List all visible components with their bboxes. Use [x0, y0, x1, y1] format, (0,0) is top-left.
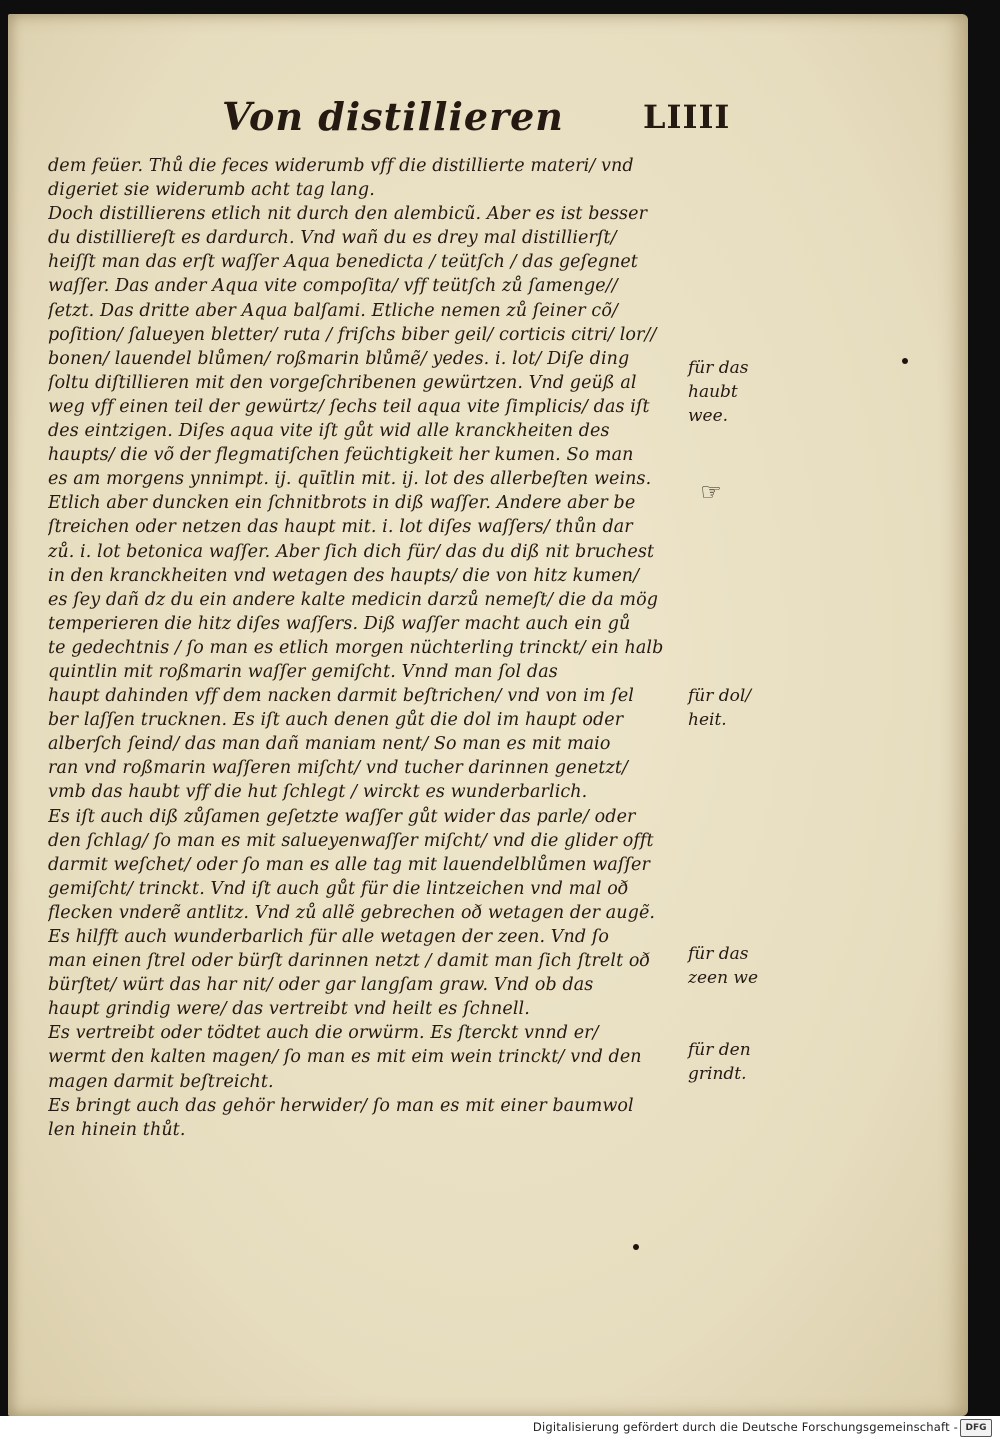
- text-line: poſition/ ſalueyen bletter/ ruta / friſchs biber geil/ corticis citri/ lor//: [48, 324, 657, 345]
- text-line: ſetzt. Das dritte aber Aqua balſami. Etliche nemen zů ſeiner cõ/: [48, 300, 618, 321]
- dfg-logo: DFG: [960, 1419, 992, 1437]
- text-line: vmb das haubt vff die hut ſchlegt / wirckt es wunderbarlich.: [48, 782, 588, 803]
- book-page: [8, 14, 968, 1416]
- text-line: zů. i. lot betonica waſſer. Aber ſich dich für/ das du diß nit bruchest: [48, 541, 655, 562]
- text-line: len hinein thůt.: [48, 1119, 186, 1140]
- text-line: bonen/ lauendel blůmen/ roßmarin blůmẽ/ yedes. i. lot/ Diſe ding: [48, 348, 630, 369]
- body-text: [48, 154, 684, 1142]
- ink-speck: [633, 1244, 639, 1250]
- text-line: quintlin mit roßmarin waſſer gemiſcht. Vnnd man ſol das: [48, 661, 558, 682]
- text-line: haupt grindig were/ das vertreibt vnd heilt es ſchnell.: [48, 999, 530, 1020]
- text-line: digeriet sie widerumb acht tag lang.: [48, 180, 375, 201]
- margin-note: [688, 356, 778, 428]
- folio-number: LIIII: [643, 98, 731, 136]
- text-line: Es vertreibt oder tödtet auch die orwürm. Es ſterckt vnnd er/: [48, 1023, 599, 1044]
- text-line: Doch distillierens etlich nit durch den alembicũ. Aber es ist besser: [48, 204, 648, 225]
- funding-credit: Digitalisierung gefördert durch die Deutsche Forschungsgemeinschaft -: [532, 1420, 958, 1434]
- text-line: dem feüer. Thů die feces widerumb vff die distillierte materi/ vnd: [48, 156, 634, 176]
- text-line: heiſſt man das erſt waſſer Aqua benedicta / teütſch / das geſegnet: [48, 252, 638, 273]
- margin-note: [688, 942, 778, 990]
- text-line: du distilliereſt es dardurch. Vnd wañ du es drey mal distillierſt/: [48, 228, 617, 249]
- text-line: haupts/ die võ der flegmatiſchen feüchtigkeit her kumen. So man: [48, 445, 634, 466]
- text-line: magen darmit beſtreicht.: [48, 1071, 274, 1092]
- text-line: es ſey dañ dz du ein andere kalte medicin darzů nemeſt/ die da mög: [48, 589, 659, 610]
- text-line: darmit weſchet/ oder ſo man es alle tag mit lauendelblůmen waſſer: [48, 854, 650, 875]
- text-line: ſoltu diſtillieren mit den vorgeſchribenen gewürtzen. Vnd geüß al: [48, 372, 637, 393]
- text-line: Es bringt auch das gehör herwider/ ſo man es mit einer baumwol: [48, 1095, 634, 1116]
- margin-note-line: haubt: [688, 382, 738, 402]
- ink-speck: [902, 358, 908, 364]
- text-line: es am morgens ynnimpt. ij. quītlin mit. ij. lot des allerbeſten weins.: [48, 469, 652, 490]
- margin-note-line: für den: [688, 1040, 751, 1060]
- text-line: den ſchlag/ ſo man es mit salueyenwaſſer miſcht/ vnd die glider offt: [48, 830, 654, 851]
- text-line: haupt dahinden vff dem nacken darmit beſtrichen/ vnd von im ſel: [48, 686, 634, 707]
- text-line: alberſch ſeind/ das man dañ maniam nent/ So man es mit maio: [48, 734, 611, 755]
- text-line: flecken vnderẽ antlitz. Vnd zů allẽ gebrechen oð wetagen der augẽ.: [48, 902, 656, 923]
- running-head: Von distillieren: [222, 94, 564, 139]
- text-line: wermt den kalten magen/ ſo man es mit eim wein trinckt/ vnd den: [48, 1047, 642, 1068]
- text-line: temperieren die hitz diſes waſſers. Diß waſſer macht auch ein gů: [48, 613, 631, 634]
- margin-note-line: für das: [688, 944, 749, 964]
- text-line: waſſer. Das ander Aqua vite compoſita/ vff teütſch zů ſamenge//: [48, 276, 618, 297]
- margin-note-line: für das: [688, 358, 749, 378]
- text-line: Etlich aber duncken ein ſchnitbrots in diß waſſer. Andere aber be: [48, 493, 636, 514]
- margin-note-line: zeen we: [688, 968, 759, 988]
- margin-note-line: für dol/: [688, 686, 752, 706]
- text-line: ran vnd roßmarin waſſeren miſcht/ vnd tucher darinnen genetzt/: [48, 758, 628, 779]
- margin-note-line: wee.: [688, 406, 729, 426]
- margin-note: [688, 684, 778, 732]
- text-line: weg vff einen teil der gewürtz/ ſechs teil aqua vite ſimplicis/ das iſt: [48, 396, 650, 417]
- text-line: Es hilfft auch wunderbarlich für alle wetagen der zeen. Vnd ſo: [48, 927, 610, 947]
- text-line: des eintzigen. Diſes aqua vite iſt gůt wid alle kranckheiten des: [48, 421, 610, 442]
- text-line: ſtreichen oder netzen das haupt mit. i. lot diſes waſſers/ thůn dar: [48, 517, 633, 538]
- text-line: gemiſcht/ trinckt. Vnd iſt auch gůt für die lintzeichen vnd mal oð: [48, 878, 629, 899]
- margin-note-line: heit.: [688, 710, 727, 730]
- text-line: bürſtet/ würt das har nit/ oder gar langſam graw. Vnd ob das: [48, 975, 594, 996]
- footer-bar: [0, 1416, 1000, 1440]
- pointing-hand-icon: ☞: [700, 478, 722, 506]
- text-line: in den kranckheiten vnd wetagen des haupts/ die von hitz kumen/: [48, 565, 640, 586]
- text-line: ber laſſen trucknen. Es iſt auch denen gůt die dol im haupt oder: [48, 710, 624, 731]
- text-line: man einen ſtrel oder bürſt darinnen netzt / damit man ſich ſtrelt oð: [48, 951, 651, 972]
- text-line: te gedechtnis / ſo man es etlich morgen nüchterling trinckt/ ein halb: [48, 637, 664, 658]
- margin-note: [688, 1038, 778, 1086]
- margin-note-line: grindt.: [688, 1064, 747, 1084]
- text-line: Es iſt auch diß zůſamen geſetzte waſſer gůt wider das parle/ oder: [48, 806, 636, 827]
